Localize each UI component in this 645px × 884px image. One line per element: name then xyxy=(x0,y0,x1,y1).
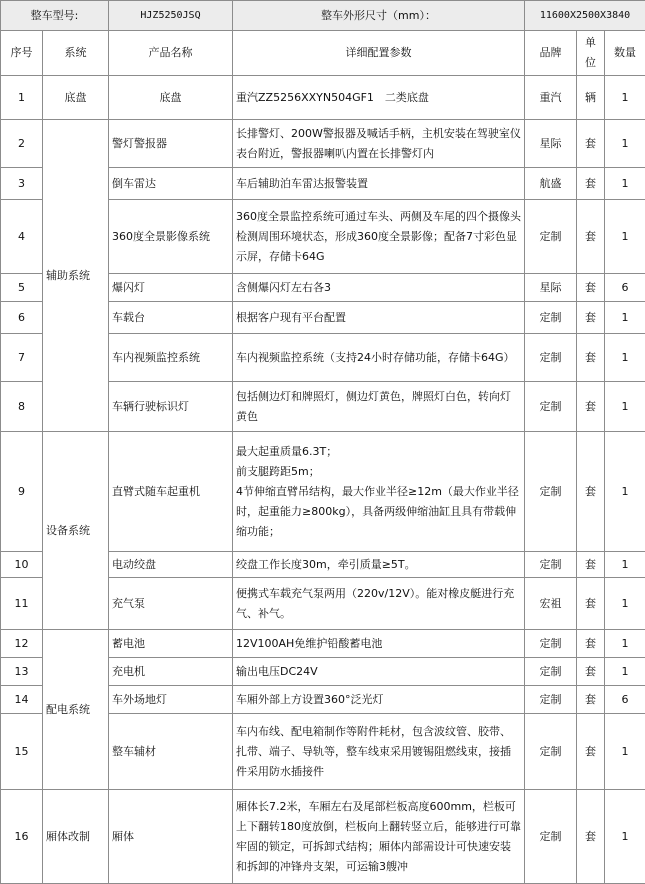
detail-text: 含侧爆闪灯左右各3 xyxy=(233,274,525,302)
qty-cell: 1 xyxy=(605,302,645,334)
system-cell: 厢体改制 xyxy=(43,790,109,884)
detail-line: 前支腿跨距5m； xyxy=(236,462,521,482)
qty-cell: 1 xyxy=(605,552,645,578)
product-name: 直臂式随车起重机 xyxy=(109,432,233,552)
row-seq: 15 xyxy=(1,714,43,790)
unit-cell: 套 xyxy=(577,714,605,790)
brand-cell: 定制 xyxy=(525,630,577,658)
row-seq: 1 xyxy=(1,76,43,120)
product-name: 充电机 xyxy=(109,658,233,686)
detail-line: 4节伸缩直臂吊结构，最大作业半径≥12m（最大作业半径时，起重能力≥800kg），具备两级伸缩油缸且具有带载伸缩功能； xyxy=(236,482,521,542)
col-unit: 单位 xyxy=(577,31,605,76)
qty-cell: 1 xyxy=(605,630,645,658)
product-name: 充气泵 xyxy=(109,578,233,630)
row-seq: 11 xyxy=(1,578,43,630)
brand-cell: 星际 xyxy=(525,120,577,168)
detail-text xyxy=(233,432,525,552)
table-row xyxy=(1,432,645,552)
detail-text: 12V100AH免维护铅酸蓄电池 xyxy=(233,630,525,658)
row-seq: 10 xyxy=(1,552,43,578)
col-product: 产品名称 xyxy=(109,31,233,76)
system-cell: 配电系统 xyxy=(43,630,109,790)
qty-cell: 1 xyxy=(605,714,645,790)
row-seq: 9 xyxy=(1,432,43,552)
row-seq: 4 xyxy=(1,200,43,274)
unit-cell: 套 xyxy=(577,200,605,274)
product-name: 警灯警报器 xyxy=(109,120,233,168)
product-name: 蓄电池 xyxy=(109,630,233,658)
detail-text: 车内布线、配电箱制作等附件耗材，包含波纹管、胶带、扎带、端子、导轨等，整车线束采用镀锡阻燃线束，接插件采用防水插接件 xyxy=(233,714,525,790)
qty-cell: 1 xyxy=(605,432,645,552)
unit-cell: 套 xyxy=(577,168,605,200)
model-label: 整车型号: xyxy=(1,1,109,31)
row-seq: 6 xyxy=(1,302,43,334)
unit-cell: 辆 xyxy=(577,76,605,120)
system-cell: 设备系统 xyxy=(43,432,109,630)
qty-cell: 6 xyxy=(605,686,645,714)
model-value: HJZ5250JSQ xyxy=(109,1,233,31)
unit-cell: 套 xyxy=(577,382,605,432)
qty-cell: 1 xyxy=(605,658,645,686)
col-system: 系统 xyxy=(43,31,109,76)
detail-text: 重汽ZZ5256XXYN504GF1 二类底盘 xyxy=(233,76,525,120)
row-seq: 14 xyxy=(1,686,43,714)
brand-cell: 定制 xyxy=(525,686,577,714)
brand-cell: 定制 xyxy=(525,714,577,790)
brand-cell: 星际 xyxy=(525,274,577,302)
qty-cell: 1 xyxy=(605,120,645,168)
brand-cell: 定制 xyxy=(525,200,577,274)
qty-cell: 1 xyxy=(605,334,645,382)
detail-text: 360度全景监控系统可通过车头、两侧及车尾的四个摄像头检测周围环境状态，形成360度全景影像；配备7寸彩色显示屏，存储卡64G xyxy=(233,200,525,274)
unit-cell: 套 xyxy=(577,432,605,552)
unit-cell: 套 xyxy=(577,630,605,658)
row-seq: 5 xyxy=(1,274,43,302)
row-seq: 8 xyxy=(1,382,43,432)
detail-text: 厢体长7.2米，车厢左右及尾部栏板高度600mm，栏板可上下翻转180度放倒，栏板向上翻转竖立后，能够进行可靠牢固的锁定，可拆卸式结构；厢体内部需设计可快速安装和拆卸的冲锋舟支架，可运输3艘冲 xyxy=(233,790,525,884)
row-seq: 16 xyxy=(1,790,43,884)
brand-cell: 重汽 xyxy=(525,76,577,120)
table-row xyxy=(1,76,645,120)
product-name: 整车辅材 xyxy=(109,714,233,790)
qty-cell: 1 xyxy=(605,790,645,884)
qty-cell: 1 xyxy=(605,382,645,432)
table-row xyxy=(1,120,645,168)
detail-line: 最大起重质量6.3T； xyxy=(236,442,521,462)
unit-cell: 套 xyxy=(577,578,605,630)
system-cell: 底盘 xyxy=(43,76,109,120)
header-row xyxy=(1,1,645,31)
unit-cell: 套 xyxy=(577,552,605,578)
col-seq: 序号 xyxy=(1,31,43,76)
col-detail: 详细配置参数 xyxy=(233,31,525,76)
detail-text: 包括侧边灯和牌照灯，侧边灯黄色，牌照灯白色，转向灯黄色 xyxy=(233,382,525,432)
row-seq: 12 xyxy=(1,630,43,658)
row-seq: 13 xyxy=(1,658,43,686)
product-name: 爆闪灯 xyxy=(109,274,233,302)
table-row xyxy=(1,790,645,884)
product-name: 车内视频监控系统 xyxy=(109,334,233,382)
detail-text: 车内视频监控系统（支持24小时存储功能，存储卡64G） xyxy=(233,334,525,382)
product-name: 车载台 xyxy=(109,302,233,334)
detail-text: 便携式车载充气泵两用（220v/12V）。能对橡皮艇进行充气、补气。 xyxy=(233,578,525,630)
product-name: 车辆行驶标识灯 xyxy=(109,382,233,432)
unit-cell: 套 xyxy=(577,334,605,382)
row-seq: 2 xyxy=(1,120,43,168)
product-name: 倒车雷达 xyxy=(109,168,233,200)
brand-cell: 航盛 xyxy=(525,168,577,200)
unit-cell: 套 xyxy=(577,120,605,168)
unit-cell: 套 xyxy=(577,274,605,302)
product-name: 360度全景影像系统 xyxy=(109,200,233,274)
brand-cell: 定制 xyxy=(525,382,577,432)
unit-cell: 套 xyxy=(577,302,605,334)
row-seq: 7 xyxy=(1,334,43,382)
detail-text: 输出电压DC24V xyxy=(233,658,525,686)
product-name: 底盘 xyxy=(109,76,233,120)
brand-cell: 定制 xyxy=(525,302,577,334)
row-seq: 3 xyxy=(1,168,43,200)
unit-cell: 套 xyxy=(577,658,605,686)
brand-cell: 宏祖 xyxy=(525,578,577,630)
detail-text: 车后辅助泊车雷达报警装置 xyxy=(233,168,525,200)
dims-label: 整车外形尺寸（mm）： xyxy=(233,1,525,31)
table-row xyxy=(1,630,645,658)
qty-cell: 1 xyxy=(605,76,645,120)
detail-text: 长排警灯、200W警报器及喊话手柄，主机安装在驾驶室仪表台附近，警报器喇叭内置在长排警灯内 xyxy=(233,120,525,168)
detail-text: 车厢外部上方设置360°泛光灯 xyxy=(233,686,525,714)
detail-text: 绞盘工作长度30m，牵引质量≥5T。 xyxy=(233,552,525,578)
col-brand: 品牌 xyxy=(525,31,577,76)
detail-text: 根据客户现有平台配置 xyxy=(233,302,525,334)
dims-value: 11600X2500X3840 xyxy=(525,1,645,31)
brand-cell: 定制 xyxy=(525,552,577,578)
product-name: 厢体 xyxy=(109,790,233,884)
qty-cell: 1 xyxy=(605,578,645,630)
unit-cell: 套 xyxy=(577,790,605,884)
brand-cell: 定制 xyxy=(525,790,577,884)
qty-cell: 6 xyxy=(605,274,645,302)
product-name: 电动绞盘 xyxy=(109,552,233,578)
column-header-row xyxy=(1,31,645,76)
product-name: 车外场地灯 xyxy=(109,686,233,714)
brand-cell: 定制 xyxy=(525,432,577,552)
unit-cell: 套 xyxy=(577,686,605,714)
qty-cell: 1 xyxy=(605,168,645,200)
brand-cell: 定制 xyxy=(525,334,577,382)
qty-cell: 1 xyxy=(605,200,645,274)
col-qty: 数量 xyxy=(605,31,645,76)
system-cell: 辅助系统 xyxy=(43,120,109,432)
brand-cell: 定制 xyxy=(525,658,577,686)
